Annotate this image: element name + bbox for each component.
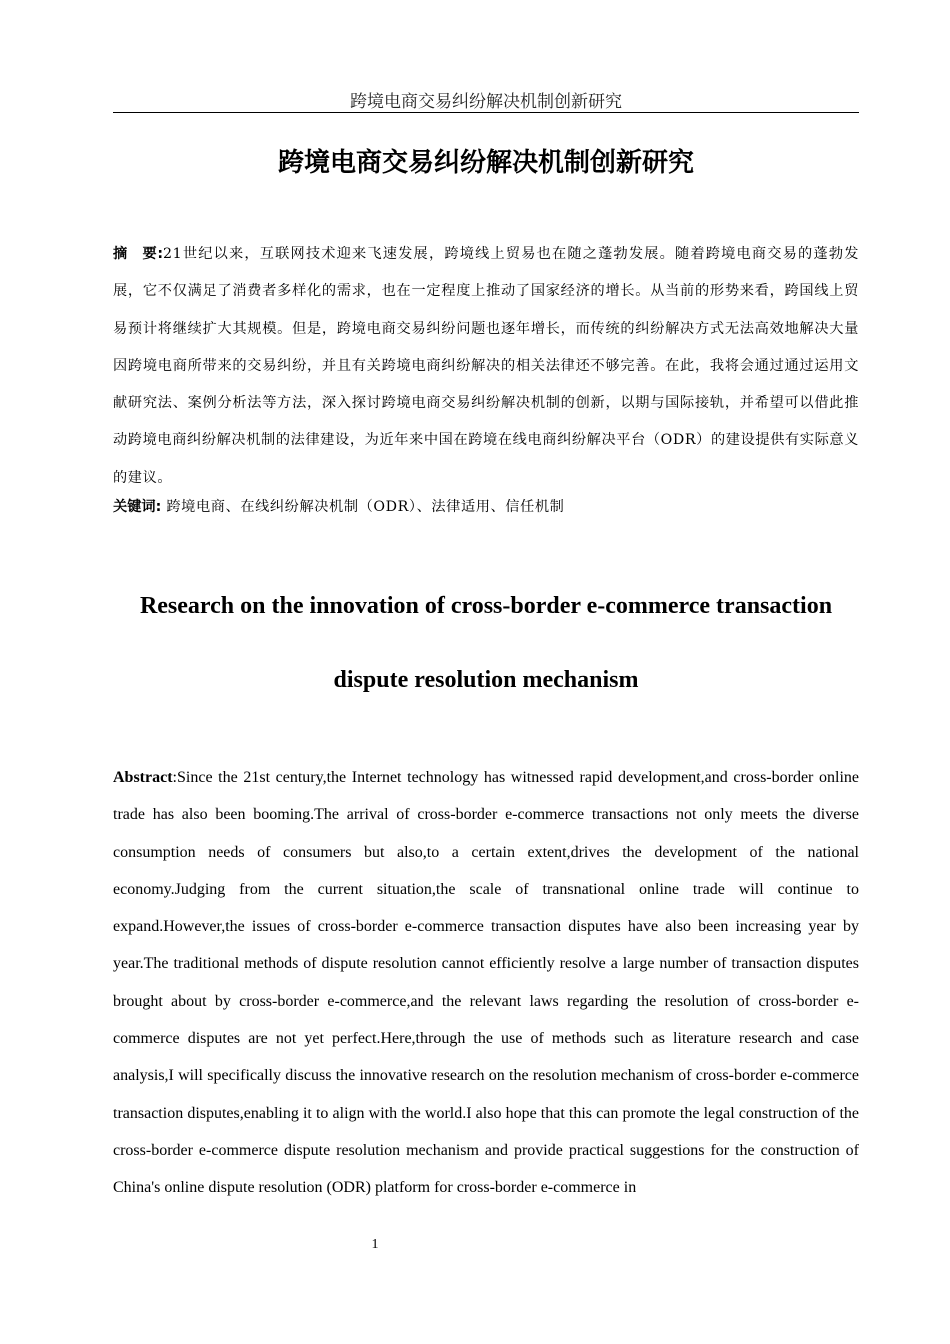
page-number: 1 <box>371 1237 379 1252</box>
english-title-line-1: Research on the innovation of cross-border e-commerce transaction <box>139 593 833 619</box>
running-header: 跨境电商交易纠纷解决机制创新研究 <box>350 92 622 112</box>
chinese-keywords <box>113 494 859 520</box>
english-title-line-2: dispute resolution mechanism <box>333 667 639 693</box>
chinese-abstract-label: 摘 要: <box>113 246 164 262</box>
english-title <box>113 569 859 717</box>
chinese-abstract <box>113 236 859 497</box>
chinese-title: 跨境电商交易纠纷解决机制创新研究 <box>277 148 694 178</box>
english-abstract <box>113 759 859 1207</box>
chinese-keywords-text: 跨境电商、在线纠纷解决机制（ODR）、法律适用、信任机制 <box>166 499 565 515</box>
english-abstract-text: :Since the 21st century,the Internet technology has witnessed rapid development,and cross-border online trade has also been booming.The arrival of cross-border e-commerce transactions not only meets the diverse consumption needs of consumers but also,to a certain extent,drives the development of the national economy.Judging from the current situation,the scale of transnational online trade will continue to expand.However,the issues of cross-border e-commerce transaction disputes have also been increasing year by year.The traditional methods of dispute resolution cannot efficiently resolve a large number of transaction disputes brought about by cross-border e-commerce,and the relevant laws regarding the resolution of cross-border e-commerce disputes are not yet perfect.Here,through the use of methods such as literature research and case analysis,I will specifically discuss the innovative research on the resolution mechanism of cross-border e-commerce transaction disputes,enabling it to align with the world.I also hope that this can promote the legal construction of the cross-border e-commerce dispute resolution mechanism and provide practical suggestions for the construction of China's online dispute resolution (ODR) platform for cross-border e-commerce in <box>113 769 859 1197</box>
chinese-abstract-text: 21世纪以来，互联网技术迎来飞速发展，跨境线上贸易也在随之蓬勃发展。随着跨境电商交易的蓬勃发展，它不仅满足了消费者多样化的需求，也在一定程度上推动了国家经济的增长。从当前的形势来看，跨国线上贸易预计将继续扩大其规模。但是，跨境电商交易纠纷问题也逐年增长，而传统的纠纷解决方式无法高效地解决大量因跨境电商所带来的交易纠纷，并且有关跨境电商纠纷解决的相关法律还不够完善。在此，我将会通过通过运用文献研究法、案例分析法等方法，深入探讨跨境电商交易纠纷解决机制的创新，以期与国际接轨，并希望可以借此推动跨境电商纠纷解决机制的法律建设，为近年来中国在跨境在线电商纠纷解决平台（ODR）的建设提供有实际意义的建议。 <box>113 246 859 486</box>
english-abstract-label: Abstract <box>113 769 173 786</box>
chinese-keywords-label: 关键词: <box>113 499 162 515</box>
header-rule <box>113 112 859 113</box>
